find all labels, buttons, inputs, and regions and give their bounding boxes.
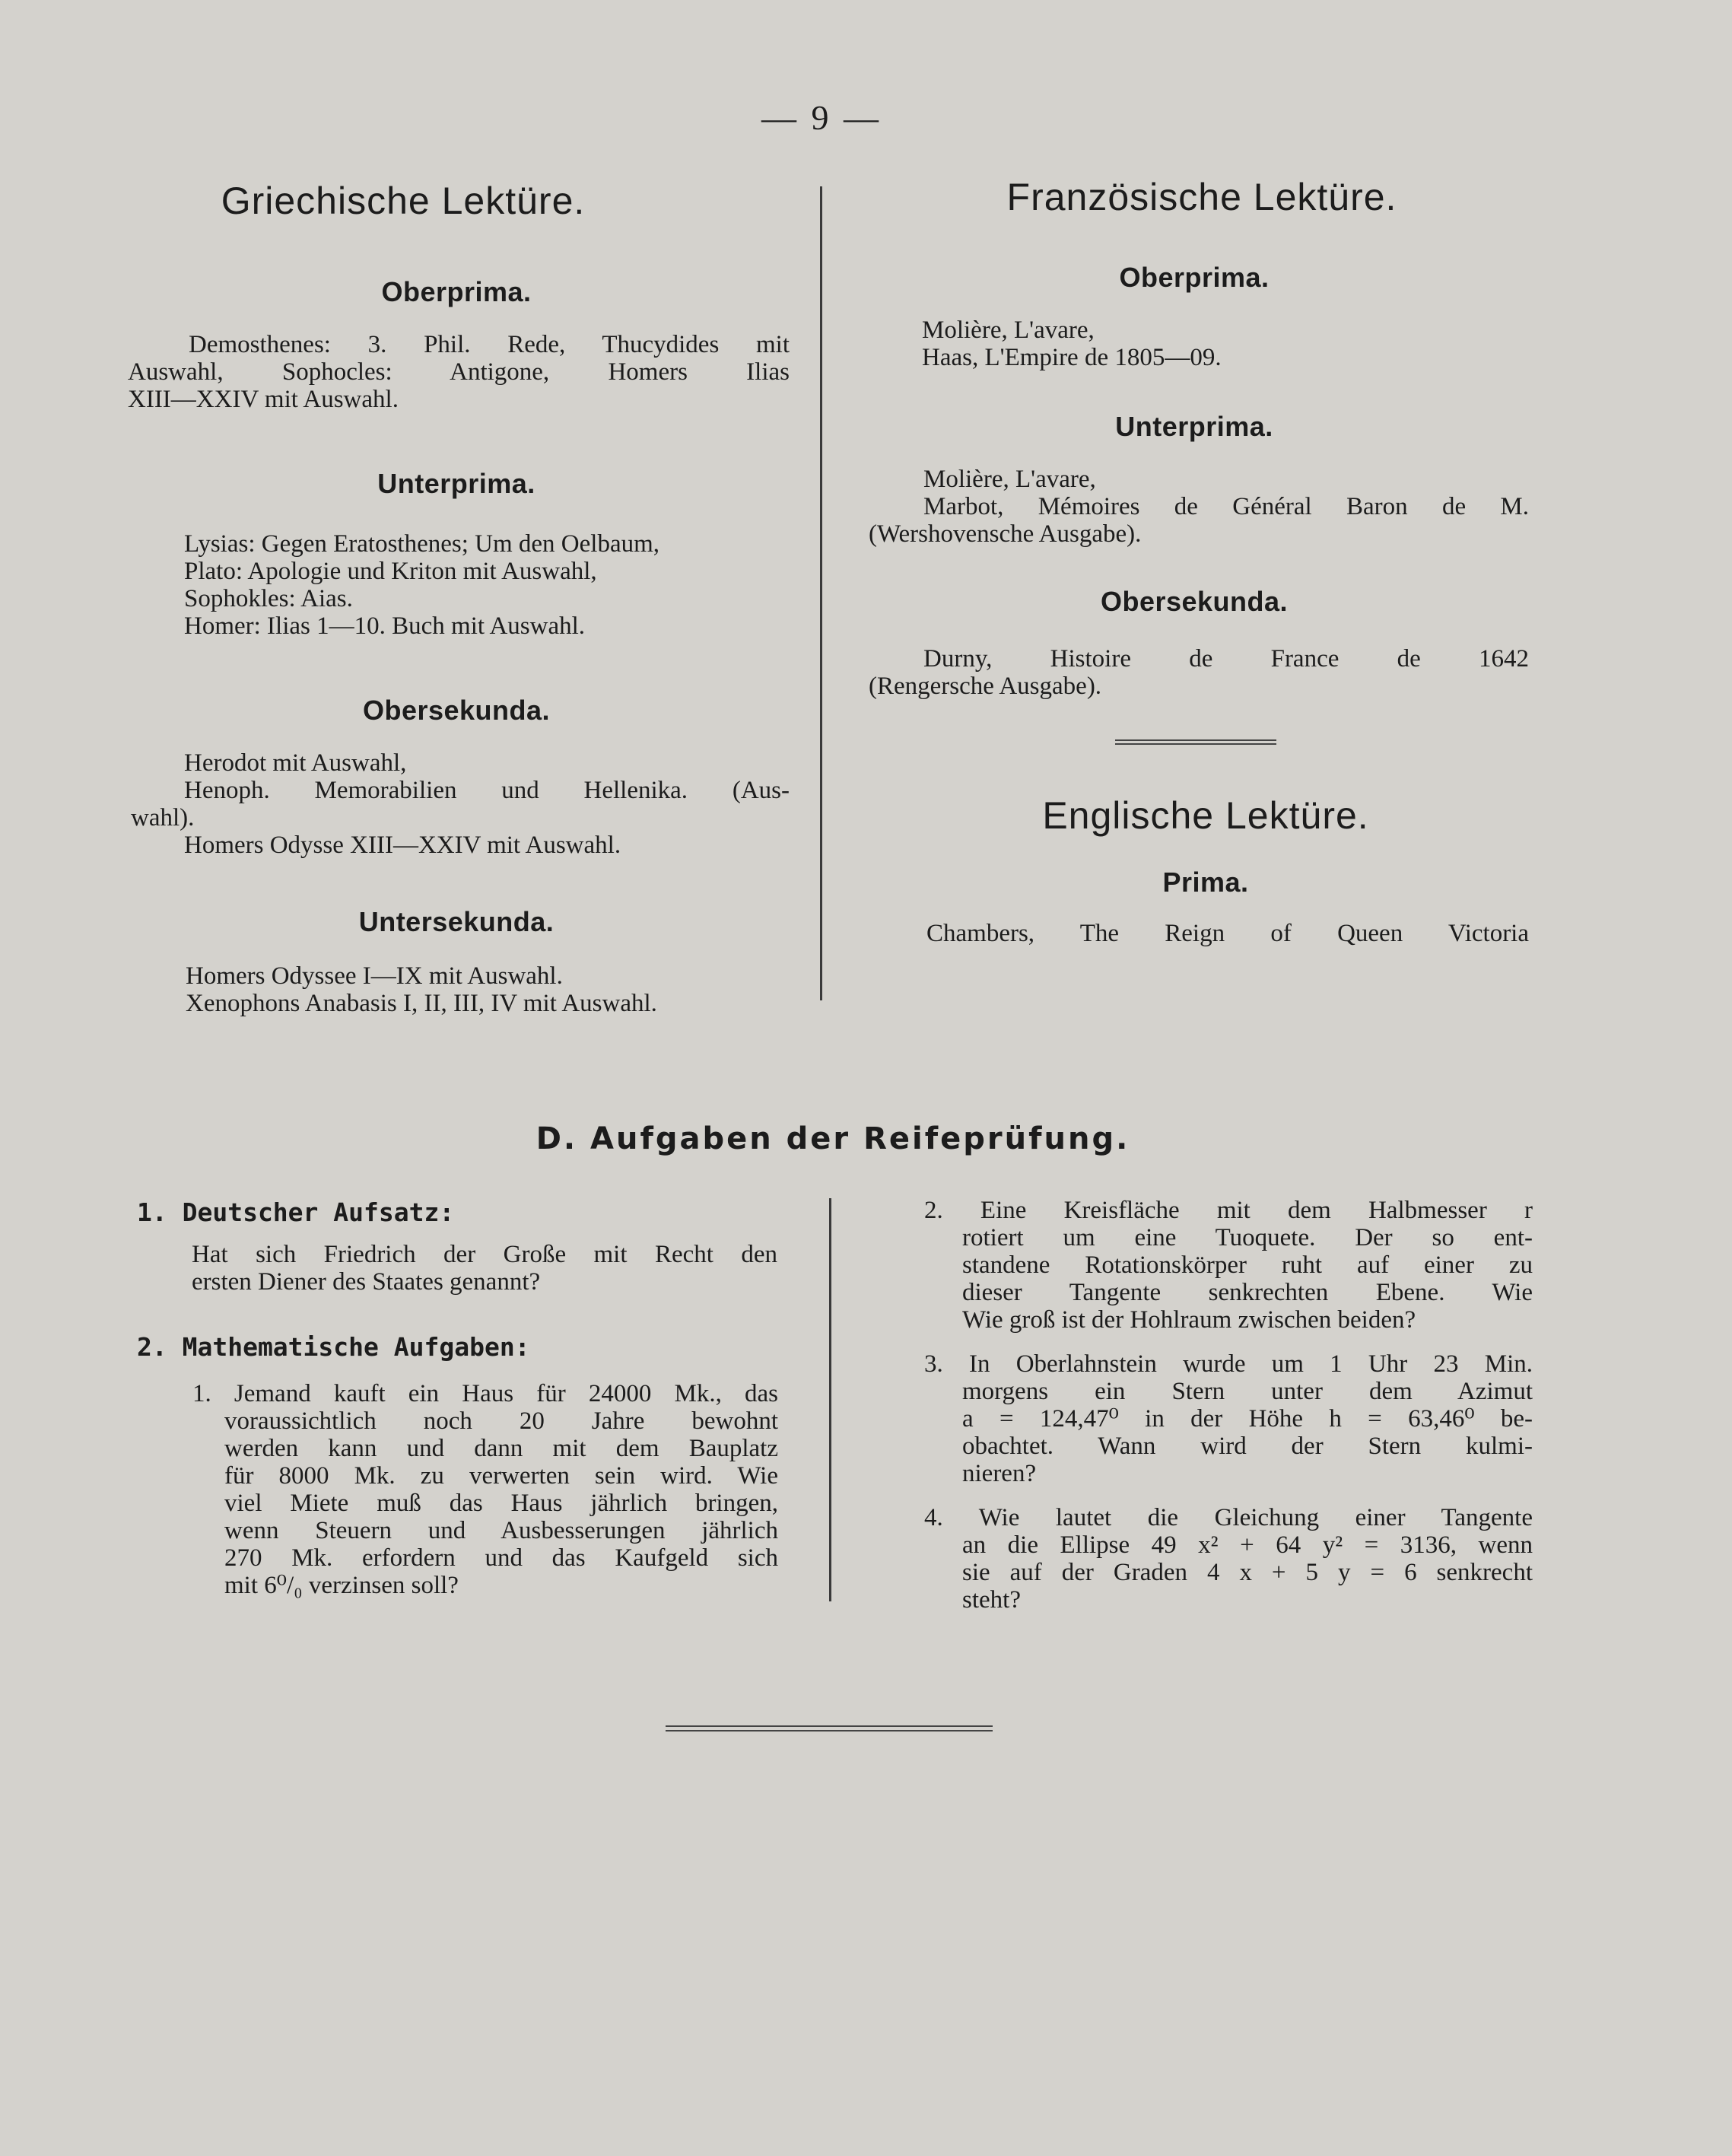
text-line: 3. In Oberlahnstein wurde um 1 Uhr 23 Min.	[924, 1350, 1533, 1378]
text-line: Marbot, Mémoires de Général Baron de M.	[923, 493, 1529, 520]
text-line: morgens ein Stern unter dem Azimut	[962, 1378, 1533, 1405]
text-line: rotiert um eine Tuoquete. Der so ent-	[962, 1224, 1533, 1251]
text-line: Hat sich Friedrich der Große mit Recht den	[192, 1241, 777, 1268]
text-line: wahl).	[131, 804, 195, 832]
greek-title: Griechische Lektüre.	[221, 180, 586, 222]
greek-unterprima-heading: Unterprima.	[377, 468, 535, 499]
text-line: Plato: Apologie und Kriton mit Auswahl,	[184, 558, 597, 585]
text-line: viel Miete muß das Haus jährlich bringen,	[224, 1490, 778, 1517]
bottom-separator-rule	[666, 1725, 993, 1731]
french-unterprima-heading: Unterprima.	[1115, 411, 1273, 442]
text-line: 1. Jemand kauft ein Haus für 24000 Mk., das	[192, 1380, 778, 1407]
text-line: dieser Tangente senkrechten Ebene. Wie	[962, 1279, 1533, 1306]
column-divider-top	[820, 186, 822, 1000]
text-line: Haas, L'Empire de 1805—09.	[922, 344, 1222, 371]
text-line: werden kann und dann mit dem Bauplatz	[224, 1435, 778, 1462]
text-line: 270 Mk. erfordern und das Kaufgeld sich	[224, 1544, 778, 1572]
greek-unterprima-text	[184, 530, 793, 640]
deutscher-aufsatz-text	[192, 1241, 777, 1296]
mathematische-aufgaben-heading: 2. Mathematische Aufgaben:	[137, 1332, 530, 1362]
greek-reading-column	[122, 179, 791, 1017]
text-line: an die Ellipse 49 x² + 64 y² = 3136, wenn	[962, 1531, 1533, 1559]
text-line: Molière, L'avare,	[922, 316, 1095, 344]
text-line: standene Rotationskörper ruht auf einer zu	[962, 1251, 1533, 1279]
text-line: Wie groß ist der Hohlraum zwischen beiden?	[962, 1306, 1416, 1334]
text-line: a = 124,47⁰ in der Höhe h = 63,46⁰ be-	[962, 1405, 1533, 1433]
greek-obersekunda-heading: Obersekunda.	[362, 695, 551, 726]
math-task-4	[924, 1504, 1533, 1614]
greek-untersekunda-text	[186, 962, 794, 1017]
text-line: Xenophons Anabasis I, II, III, IV mit Auswahl.	[186, 990, 657, 1017]
text-line: ersten Diener des Staates genannt?	[192, 1268, 541, 1296]
text-line: Lysias: Gegen Eratosthenes; Um den Oelbaum,	[184, 530, 660, 558]
french-obersekunda-heading: Obersekunda.	[1100, 586, 1289, 617]
math-task-1	[192, 1380, 778, 1599]
text-line: Homers Odysse XIII—XXIV mit Auswahl.	[184, 832, 621, 859]
text-line: sie auf der Graden 4 x + 5 y = 6 senkrecht	[962, 1559, 1533, 1586]
exam-left-column	[137, 1197, 806, 1599]
text-line: Demosthenes: 3. Phil. Rede, Thucydides mit	[189, 331, 790, 358]
french-reading-column	[860, 175, 1529, 947]
column-divider-bottom	[829, 1198, 831, 1601]
text-line: Sophokles: Aias.	[184, 585, 353, 612]
text-line: obachtet. Wann wird der Stern kulmi-	[962, 1433, 1533, 1460]
french-title: Französische Lektüre.	[1006, 176, 1397, 218]
text-line: mit 6⁰/₀ verzinsen soll?	[224, 1572, 459, 1599]
text-line: voraussichtlich noch 20 Jahre bewohnt	[224, 1407, 778, 1435]
text-line: XIII—XXIV mit Auswahl.	[128, 386, 399, 413]
text-line: 4. Wie lautet die Gleichung einer Tangente	[924, 1504, 1533, 1531]
text-line: (Rengersche Ausgabe).	[869, 673, 1102, 700]
greek-obersekunda-text	[131, 749, 790, 859]
french-oberprima-text	[922, 316, 1529, 371]
text-line: steht?	[962, 1586, 1021, 1614]
text-line: Chambers, The Reign of Queen Victoria	[926, 920, 1529, 947]
page-number: — 9 —	[761, 98, 882, 137]
french-obersekunda-text	[869, 645, 1529, 700]
section-separator-rule	[1115, 739, 1276, 745]
text-line: Homer: Ilias 1—10. Buch mit Auswahl.	[184, 612, 586, 640]
english-prima-heading: Prima.	[1162, 867, 1249, 898]
section-d-heading: D. Aufgaben der Reifeprüfung.	[535, 1121, 1130, 1156]
text-line: wenn Steuern und Ausbesserungen jährlich	[224, 1517, 778, 1544]
text-line: Molière, L'avare,	[923, 466, 1096, 493]
text-line: Henoph. Memorabilien und Hellenika. (Aus-	[184, 777, 790, 804]
text-line: Auswahl, Sophocles: Antigone, Homers Ilias	[128, 358, 790, 386]
french-unterprima-text	[869, 466, 1529, 548]
math-task-2	[924, 1197, 1533, 1334]
greek-oberprima-text	[128, 331, 790, 413]
greek-oberprima-heading: Oberprima.	[381, 276, 532, 307]
text-line: für 8000 Mk. zu verwerten sein wird. Wie	[224, 1462, 778, 1490]
text-line: 2. Eine Kreisfläche mit dem Halbmesser r	[924, 1197, 1533, 1224]
text-line: Herodot mit Auswahl,	[184, 749, 407, 777]
text-line: Durny, Histoire de France de 1642	[923, 645, 1529, 673]
english-title: Englische Lektüre.	[1042, 794, 1369, 837]
exam-right-column	[924, 1197, 1533, 1614]
deutscher-aufsatz-heading: 1. Deutscher Aufsatz:	[137, 1197, 455, 1227]
math-task-3	[924, 1350, 1533, 1487]
text-line: Homers Odyssee I—IX mit Auswahl.	[186, 962, 563, 990]
text-line: (Wershovensche Ausgabe).	[869, 520, 1142, 548]
english-prima-text	[926, 920, 1529, 947]
greek-untersekunda-heading: Untersekunda.	[358, 906, 555, 937]
text-line: nieren?	[962, 1460, 1037, 1487]
french-oberprima-heading: Oberprima.	[1119, 262, 1270, 293]
